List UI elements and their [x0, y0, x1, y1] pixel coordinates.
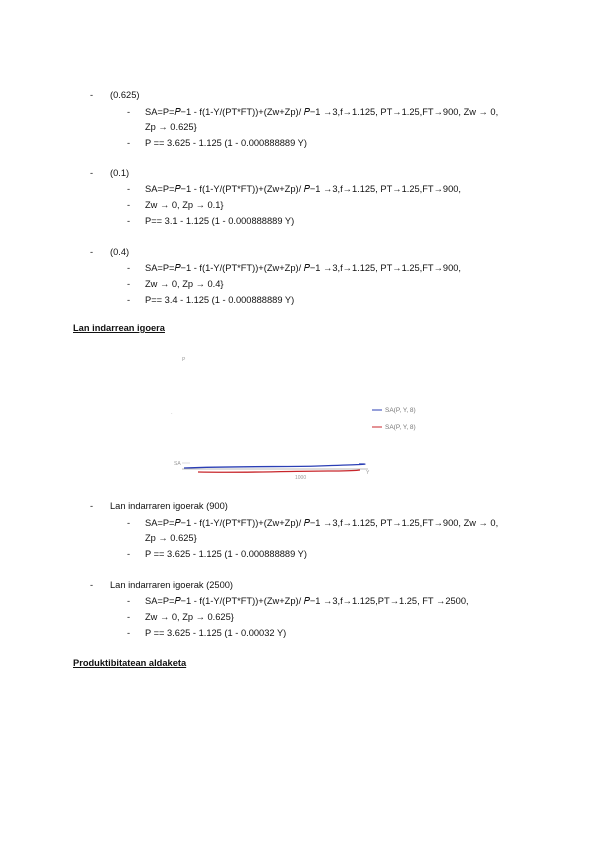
bullet: -	[90, 168, 94, 178]
bullet: -	[90, 247, 94, 257]
bullet: -	[127, 138, 131, 148]
formula-line: SA=P=𝑃−1 - f(1-Y/(PT*FT))+(Zw+Zp)/ 𝑃−1 →3,f→1.125, PT→1.25,FT→900, Zw → 0,	[145, 518, 499, 528]
bullet: -	[127, 184, 131, 194]
section-heading: Produktibitatean aldaketa	[73, 658, 187, 668]
legend-label-1: SA(P, Y, 8)	[385, 407, 416, 414]
section-heading: Lan indarrean igoera	[73, 323, 165, 333]
bullet: -	[127, 628, 131, 638]
equation-line: P == 3.625 - 1.125 (1 - 0.000888889 Y)	[145, 138, 307, 148]
group-title: (0.625)	[110, 90, 140, 100]
bullet: -	[127, 107, 131, 117]
formula-line: Zp → 0.625}	[145, 122, 197, 132]
formula-line: SA=P=𝑃−1 - f(1-Y/(PT*FT))+(Zw+Zp)/ 𝑃−1 →3,f→1.125, PT→1.25,FT→900, Zw → 0,	[145, 107, 499, 117]
group-title: Lan indarraren igoerak (900)	[110, 501, 228, 511]
x-end-label: Y	[366, 470, 370, 476]
formula-line: Zp → 0.625}	[145, 533, 197, 543]
chart-top-letter: P	[182, 357, 186, 363]
bullet: -	[127, 549, 131, 559]
bullet: -	[90, 90, 94, 100]
bullet: -	[127, 279, 131, 289]
bullet: -	[127, 216, 131, 226]
bullet: -	[127, 518, 131, 528]
formula-line: SA=P=𝑃−1 - f(1-Y/(PT*FT))+(Zw+Zp)/ 𝑃−1 →3,f→1.125, PT→1.25,FT→900,	[145, 263, 461, 273]
group-title: (0.4)	[110, 247, 130, 257]
y-axis-label: SA	[174, 461, 181, 467]
group-title: Lan indarraren igoerak (2500)	[110, 580, 234, 590]
x-axis-label: 1000	[295, 475, 307, 481]
bullet: -	[127, 200, 131, 210]
bullet: -	[127, 263, 131, 273]
equation-line: P== 3.1 - 1.125 (1 - 0.000888889 Y)	[145, 216, 295, 226]
formula-line: Zw → 0, Zp → 0.4}	[145, 279, 224, 289]
formula-line: Zw → 0, Zp → 0.1}	[145, 200, 224, 210]
chart-tick-mark: ·	[171, 411, 173, 417]
bullet: -	[127, 596, 131, 606]
equation-line: P == 3.625 - 1.125 (1 - 0.000888889 Y)	[145, 549, 307, 559]
equation-line: P== 3.4 - 1.125 (1 - 0.000888889 Y)	[145, 295, 295, 305]
series-line-blue	[184, 464, 365, 468]
formula-line: SA=P=𝑃−1 - f(1-Y/(PT*FT))+(Zw+Zp)/ 𝑃−1 →3,f→1.125,PT→1.25, FT →2500,	[145, 596, 469, 606]
embedded-chart	[168, 352, 448, 487]
group-title: (0.1)	[110, 168, 130, 178]
equation-line: P == 3.625 - 1.125 (1 - 0.00032 Y)	[145, 628, 287, 638]
formula-line: SA=P=𝑃−1 - f(1-Y/(PT*FT))+(Zw+Zp)/ 𝑃−1 →3,f→1.125, PT→1.25,FT→900,	[145, 184, 461, 194]
formula-line: Zw → 0, Zp → 0.625}	[145, 612, 234, 622]
bullet: -	[90, 580, 94, 590]
bullet: -	[127, 295, 131, 305]
series-line-red	[198, 470, 360, 472]
legend-label-2: SA(P, Y, 8)	[385, 424, 416, 431]
bullet: -	[127, 612, 131, 622]
bullet: -	[90, 501, 94, 511]
